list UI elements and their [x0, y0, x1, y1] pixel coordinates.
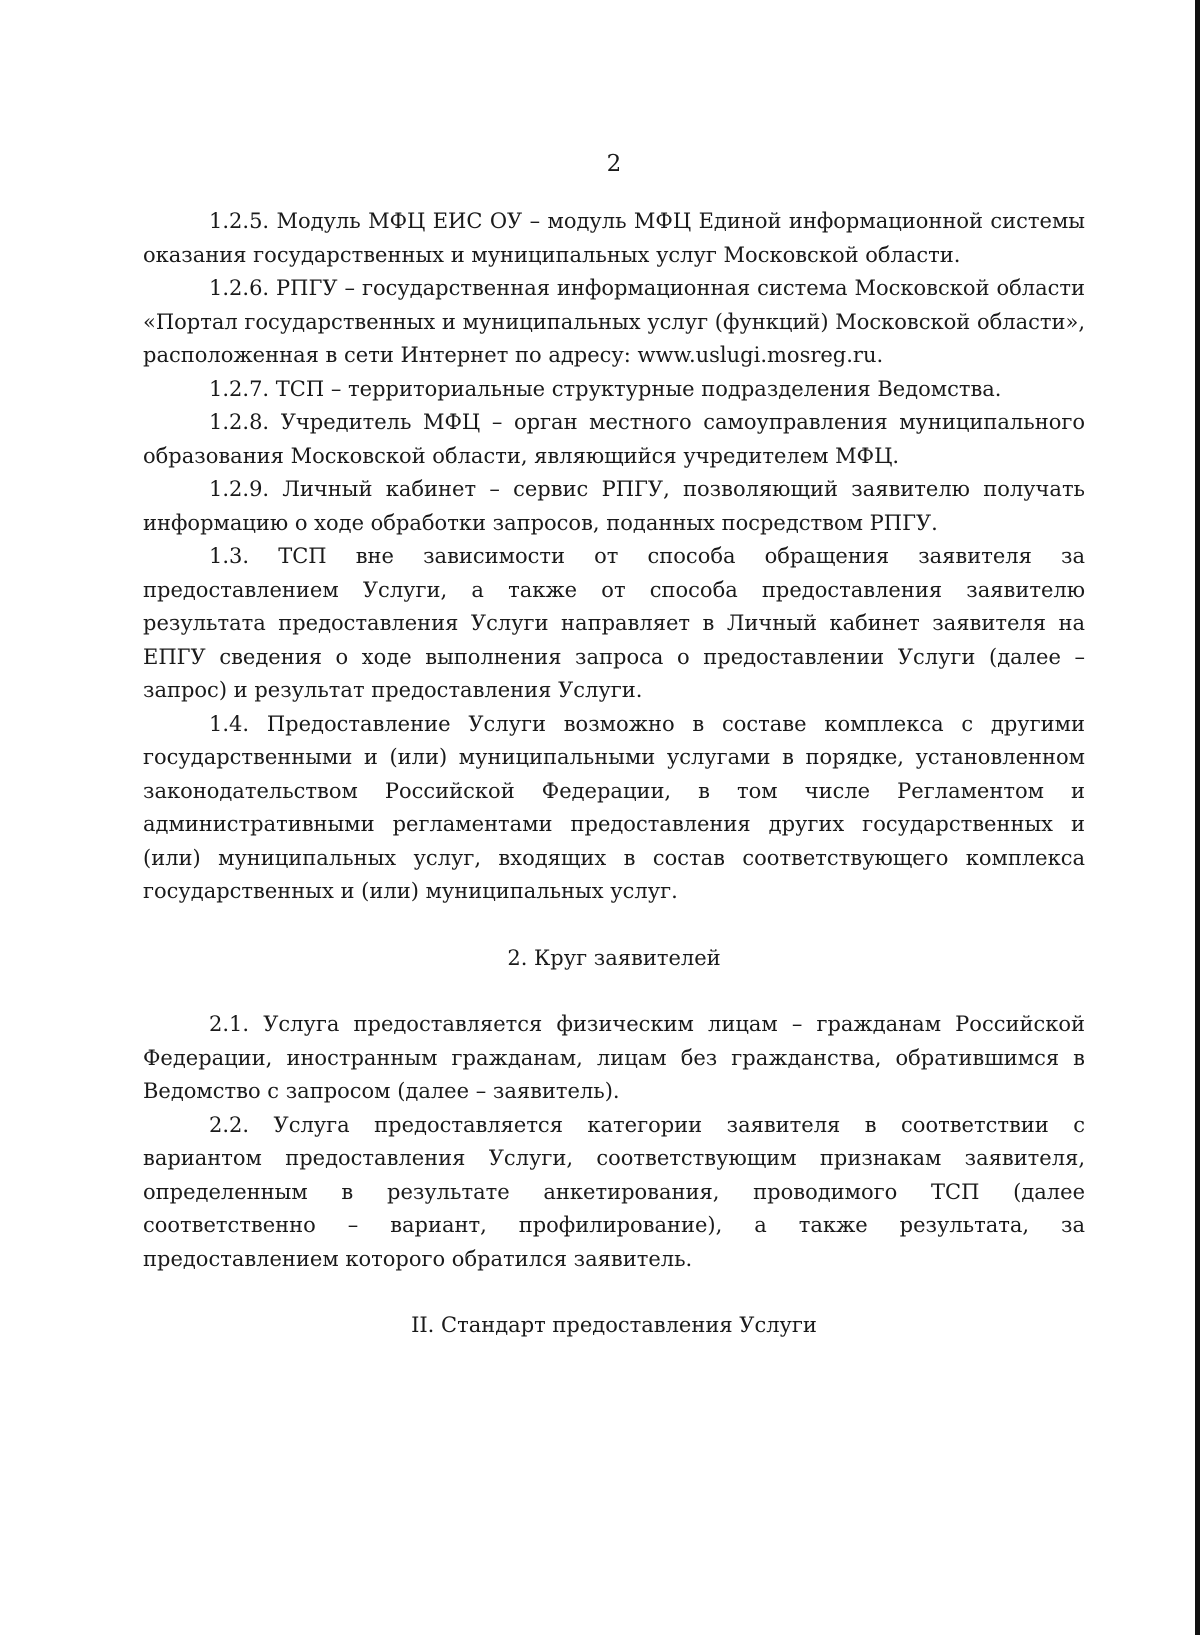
section-2-heading: 2. Круг заявителей — [507, 945, 721, 970]
paragraph-1-4: 1.4. Предоставление Услуги возможно в составе комплекса с другими государственными и (или) муниципальными услугами в порядке, установленном законодательством Российской Федерации, в том числе Регламентом и административными регламентами предоставления других государственных и (или) муниципальных услуг, входящих в состав соответствующего комплекса государственных и (или) муниципальных услуг. — [143, 711, 1085, 903]
page-number: 2 — [606, 151, 622, 177]
paragraph-1-3: 1.3. ТСП вне зависимости от способа обращения заявителя за предоставлением Услуги, а также от способа предоставления заявителю результата предоставления Услуги направляет в Личный кабинет заявителя на ЕПГУ сведения о ходе выполнения запроса о предоставлении Услуги (далее – запрос) и результат предоставления Услуги. — [143, 544, 1085, 702]
section-ii-heading: II. Стандарт предоставления Услуги — [411, 1313, 817, 1337]
paragraph-2-1: 2.1. Услуга предоставляется физическим лицам – гражданам Российской Федерации, иностранным гражданам, лицам без гражданства, обратившимся в Ведомство с запросом (далее – заявитель). — [143, 1012, 1085, 1103]
paragraph-1-2-6: 1.2.6. РПГУ – государственная информационная система Московской области «Портал государственных и муниципальных услуг (функций) Московской области», расположенная в сети Интернет по адресу: www.uslugi.mosreg.ru. — [143, 276, 1085, 367]
paragraph-2-2: 2.2. Услуга предоставляется категории заявителя в соответствии с вариантом предоставления Услуги, соответствующим признакам заявителя, определенным в результате анкетирования, проводимого ТСП (далее соответственно – вариант, профилирование), а также результата, за предоставлением которого обратился заявитель. — [143, 1112, 1085, 1271]
paragraph-1-2-9: 1.2.9. Личный кабинет – сервис РПГУ, позволяющий заявителю получать информацию о ходе обработки запросов, поданных посредством РПГУ. — [143, 477, 1085, 535]
paragraph-1-2-7: 1.2.7. ТСП – территориальные структурные подразделения Ведомства. — [209, 376, 1002, 401]
paragraph-1-2-5: 1.2.5. Модуль МФЦ ЕИС ОУ – модуль МФЦ Единой информационной системы оказания государственных и муниципальных услуг Московской области. — [143, 209, 1085, 267]
document-body — [143, 205, 1085, 1343]
paragraph-1-2-8: 1.2.8. Учредитель МФЦ – орган местного самоуправления муниципального образования Московской области, являющийся учредителем МФЦ. — [143, 410, 1085, 468]
